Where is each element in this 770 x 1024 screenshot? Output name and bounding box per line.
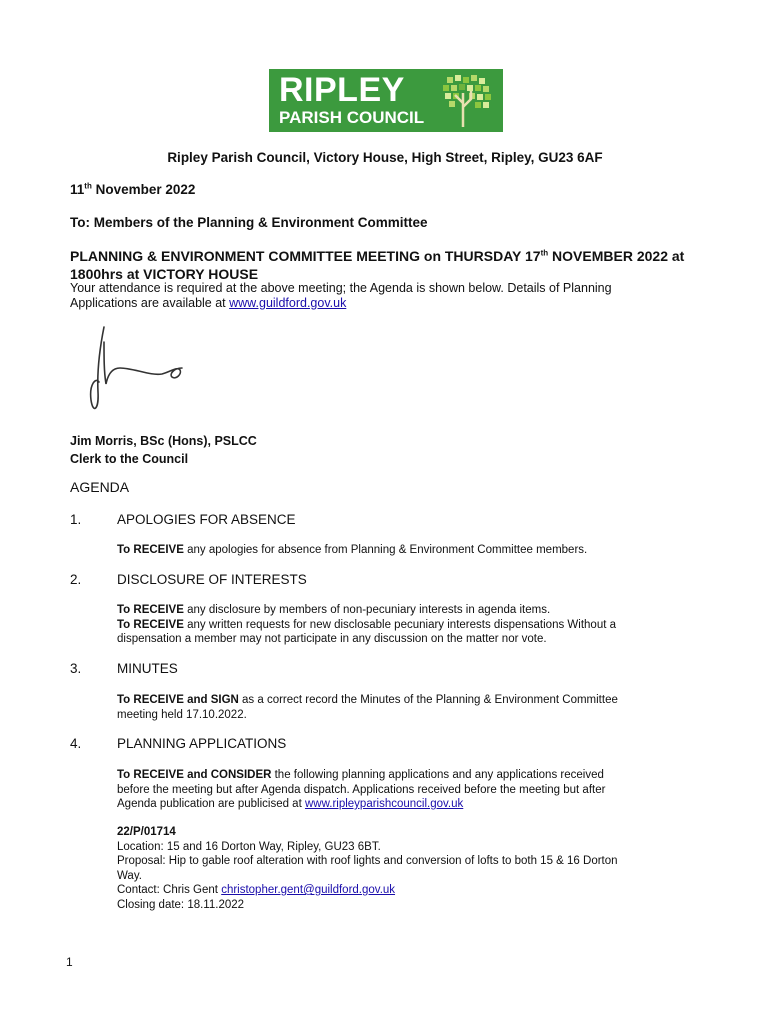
meeting-heading: PLANNING & ENVIRONMENT COMMITTEE MEETING on THURSDAY 17th NOVEMBER 2022 at 1800hrs at VICTORY HOUSE [70, 248, 685, 282]
clerk-block [70, 432, 257, 468]
item-4-title: PLANNING APPLICATIONS [117, 736, 287, 751]
contact-email-link[interactable]: christopher.gent@guildford.gov.uk [221, 884, 396, 896]
recipients-line: To: Members of the Planning & Environment Committee [70, 215, 428, 230]
item-1-title: APOLOGIES FOR ABSENCE [117, 512, 296, 527]
letter-date: 11th November 2022 [70, 181, 196, 197]
item-1-body: To RECEIVE any apologies for absence from Planning & Environment Committee members. [117, 544, 588, 556]
application-ref: 22/P/01714 [117, 826, 176, 838]
council-address: Ripley Parish Council, Victory House, High Street, Ripley, GU23 6AF [167, 150, 603, 165]
item-4-body: To RECEIVE and CONSIDER the following planning applications and any applications received before the meeting but after Agenda dispatch. Applications received before the meeting but after Agenda publication are publicised at www.ripleyparishcouncil.gov.uk [117, 769, 606, 810]
item-2-title: DISCLOSURE OF INTERESTS [117, 572, 307, 587]
guildford-link[interactable]: www.guildford.gov.uk [229, 296, 347, 310]
clerk-signature [82, 322, 192, 417]
item-3-title: MINUTES [117, 661, 178, 676]
ripley-parish-link[interactable]: www.ripleyparishcouncil.gov.uk [304, 798, 464, 810]
ripley-parish-council-logo [269, 69, 503, 132]
item-3-number: 3. [70, 661, 82, 676]
item-4-number: 4. [70, 736, 82, 751]
page-number: 1 [66, 955, 73, 969]
agenda-title: AGENDA [70, 479, 130, 495]
clerk-name: Jim Morris, BSc (Hons), PSLCC [70, 434, 257, 448]
item-1-number: 1. [70, 512, 82, 527]
logo-line-2: PARISH COUNCIL [279, 108, 425, 127]
intro-paragraph: Your attendance is required at the above meeting; the Agenda is shown below. Details of Planning Applications are available at www.guildford.gov.uk [70, 281, 612, 310]
clerk-role: Clerk to the Council [70, 452, 189, 466]
item-2-body: To RECEIVE any disclosure by members of non-pecuniary interests in agenda items. To RECEIVE any written requests for new disclosable pecuniary interests dispensations Without a dispensation a member may not participate in any discussion on the matter nor vote. [117, 604, 616, 645]
logo-line-1: RIPLEY [279, 71, 405, 109]
item-2-number: 2. [70, 572, 82, 587]
item-3-body: To RECEIVE and SIGN as a correct record the Minutes of the Planning & Environment Committee meeting held 17.10.2022. [117, 694, 618, 721]
tree-icon [441, 73, 499, 129]
planning-application: 22/P/01714 Location: 15 and 16 Dorton Way, Ripley, GU23 6BT. Proposal: Hip to gable roof alteration with roof lights and conversion of lofts to both 15 & 16 Dorton Way. Contact: Chris Gent christopher.gent@guildford.gov.uk Closing date: 18.11.2022 [117, 826, 618, 911]
